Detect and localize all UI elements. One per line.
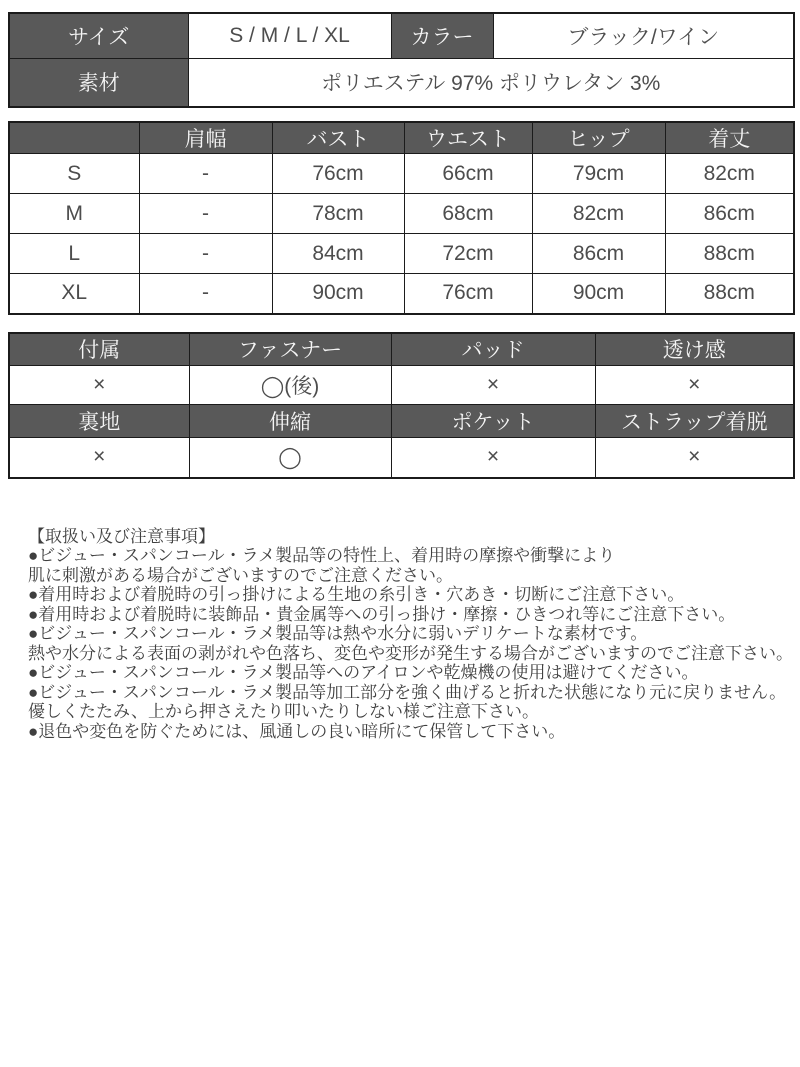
feature-header-pocket: ポケット <box>391 405 595 438</box>
feature-header-stretch: 伸縮 <box>189 405 391 438</box>
spec-row-size-color <box>9 13 794 58</box>
size-chart-cell: 82cm <box>665 154 794 194</box>
size-chart-header-empty <box>9 122 139 154</box>
size-chart-cell: XL <box>9 274 139 314</box>
features-value-row-1 <box>9 366 794 405</box>
size-chart-cell: 88cm <box>665 274 794 314</box>
handling-note-line: ●ビジュー・スパンコール・ラメ製品等の特性上、着用時の摩擦や衝撃により <box>28 546 616 565</box>
color-value: ブラック/ワイン <box>493 13 794 58</box>
size-chart-table <box>8 121 795 315</box>
feature-value-stretch: ◯ <box>189 438 391 478</box>
handling-note-line: 優しくたたみ、上から押さえたり叩いたりしない様ご注意下さい。 <box>28 702 540 721</box>
size-chart-cell: - <box>139 194 272 234</box>
handling-note-line: 肌に刺激がある場合がございますのでご注意ください。 <box>28 565 453 585</box>
size-chart-header-row <box>9 122 794 154</box>
handling-notes-title: 【取扱い及び注意事項】 <box>28 526 215 546</box>
feature-header-fastener: ファスナー <box>189 333 391 366</box>
size-chart-header-waist: ウエスト <box>404 122 532 154</box>
size-chart-row-m <box>9 194 794 234</box>
spec-table <box>8 12 795 108</box>
handling-notes <box>8 527 793 742</box>
feature-value-strap: × <box>595 438 794 478</box>
feature-value-accessory: × <box>9 366 189 405</box>
feature-header-pad: パッド <box>391 333 595 366</box>
feature-header-strap: ストラップ着脱 <box>595 405 794 438</box>
size-chart-cell: 76cm <box>404 274 532 314</box>
feature-value-lining: × <box>9 438 189 478</box>
size-chart-header-hip: ヒップ <box>532 122 665 154</box>
color-label: カラー <box>391 13 493 58</box>
feature-value-fastener: ◯(後) <box>189 366 391 405</box>
handling-note-line: ●ビジュー・スパンコール・ラメ製品等加工部分を強く曲げると折れた状態になり元に戻りません。 <box>28 682 787 702</box>
size-chart-cell: M <box>9 194 139 234</box>
size-chart-cell: 68cm <box>404 194 532 234</box>
size-chart-cell: 84cm <box>272 234 404 274</box>
size-chart-header-bust: バスト <box>272 122 404 154</box>
handling-note-line: ●ビジュー・スパンコール・ラメ製品等は熱や水分に弱いデリケートな素材です。 <box>28 624 648 643</box>
features-table <box>8 332 795 479</box>
features-header-row-1 <box>9 333 794 366</box>
size-chart-row-s <box>9 154 794 194</box>
size-chart-header-shoulder: 肩幅 <box>139 122 272 154</box>
feature-value-pocket: × <box>391 438 595 478</box>
size-chart-cell: - <box>139 234 272 274</box>
size-chart-cell: 82cm <box>532 194 665 234</box>
size-chart-cell: 90cm <box>532 274 665 314</box>
material-value: ポリエステル 97% ポリウレタン 3% <box>188 58 794 107</box>
size-chart-cell: - <box>139 274 272 314</box>
handling-note-line: ●着用時および着脱時に装飾品・貴金属等への引っ掛け・摩擦・ひきつれ等にご注意下さい。 <box>28 604 736 624</box>
size-chart-cell: 66cm <box>404 154 532 194</box>
size-chart-cell: 90cm <box>272 274 404 314</box>
size-chart-cell: - <box>139 154 272 194</box>
material-label: 素材 <box>9 58 188 107</box>
size-chart-cell: 72cm <box>404 234 532 274</box>
size-value: S / M / L / XL <box>188 13 391 58</box>
feature-header-sheerness: 透け感 <box>595 333 794 366</box>
feature-value-pad: × <box>391 366 595 405</box>
size-chart-cell: 86cm <box>532 234 665 274</box>
size-chart-cell: S <box>9 154 139 194</box>
size-chart-row-l <box>9 234 794 274</box>
size-label: サイズ <box>9 13 188 58</box>
features-value-row-2 <box>9 438 794 478</box>
handling-note-line: ●ビジュー・スパンコール・ラメ製品等へのアイロンや乾燥機の使用は避けてください。 <box>28 663 699 682</box>
size-chart-cell: 79cm <box>532 154 665 194</box>
handling-note-line: ●着用時および着脱時の引っ掛けによる生地の糸引き・穴あき・切断にご注意下さい。 <box>28 585 685 604</box>
features-header-row-2 <box>9 405 794 438</box>
handling-note-line: 熱や水分による表面の剥がれや色落ち、変色や変形が発生する場合がございますのでご注意下さい。 <box>28 643 793 663</box>
handling-note-line: ●退色や変色を防ぐためには、風通しの良い暗所にて保管して下さい。 <box>28 721 566 741</box>
size-chart-cell: 86cm <box>665 194 794 234</box>
size-chart-cell: 78cm <box>272 194 404 234</box>
size-chart-cell: 88cm <box>665 234 794 274</box>
spec-row-material <box>9 58 794 107</box>
size-chart-row-xl <box>9 274 794 314</box>
feature-value-sheerness: × <box>595 366 794 405</box>
feature-header-lining: 裏地 <box>9 405 189 438</box>
size-chart-cell: 76cm <box>272 154 404 194</box>
size-chart-header-length: 着丈 <box>665 122 794 154</box>
size-chart-cell: L <box>9 234 139 274</box>
feature-header-accessory: 付属 <box>9 333 189 366</box>
